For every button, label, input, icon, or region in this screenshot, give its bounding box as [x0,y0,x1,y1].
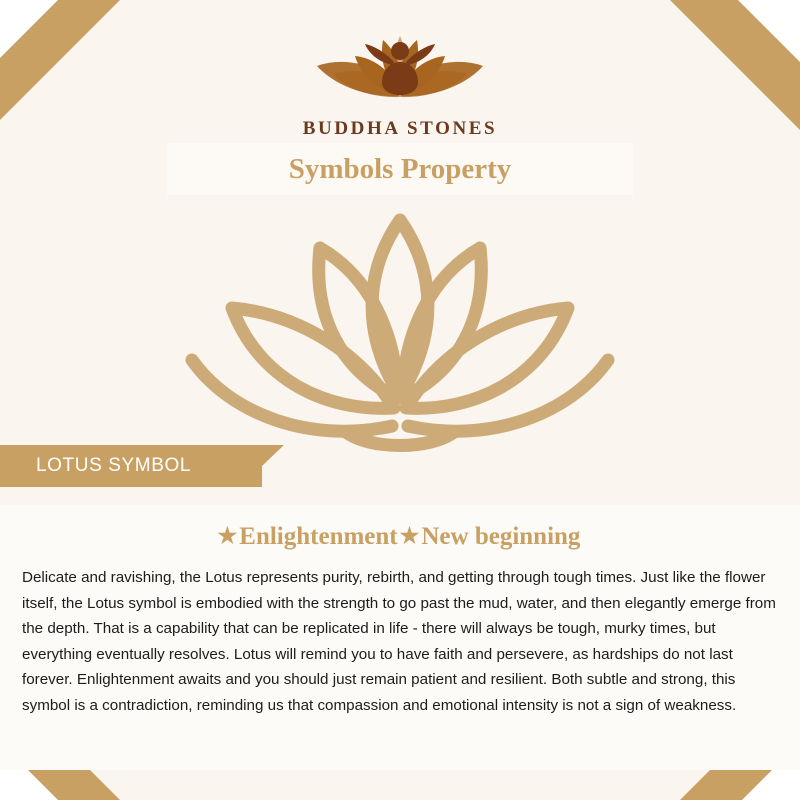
brand-name: BUDDHA STONES [302,118,498,139]
title-banner [167,143,633,195]
lotus-symbol-ribbon [0,445,262,487]
star-icon-middle: ★ [399,523,420,548]
body-panel [0,505,800,770]
body-paragraph: Delicate and ravishing, the Lotus represents purity, rebirth, and getting through tough times. Just like the flower itself, the Lotus symbol is embodied with the strength to go past the mud, water, and then elegantly emerge from the depth. That is a capability that can be replicated in life - there will always be tough, murky times, but everything eventually resolves. Lotus will remind you to have faith and persevere, as hardships do not last forever. Enlightenment awaits and you should just remain patient and resilient. Both subtle and strong, this symbol is a contradiction, reminding us that compassion and emotional intensity is not a sign of weakness. [22,569,776,714]
headline [0,523,800,551]
page-title: Symbols Property [288,152,512,185]
ribbon-label: LOTUS SYMBOL [36,455,192,476]
star-icon-left: ★ [217,523,238,548]
ribbon-notch [262,445,284,487]
brand-block [0,18,800,140]
headline-item-enlightenment: Enlightenment [239,523,398,550]
headline-item-new-beginning: New beginning [421,523,581,550]
lotus-meditation-figure-icon [305,18,495,116]
